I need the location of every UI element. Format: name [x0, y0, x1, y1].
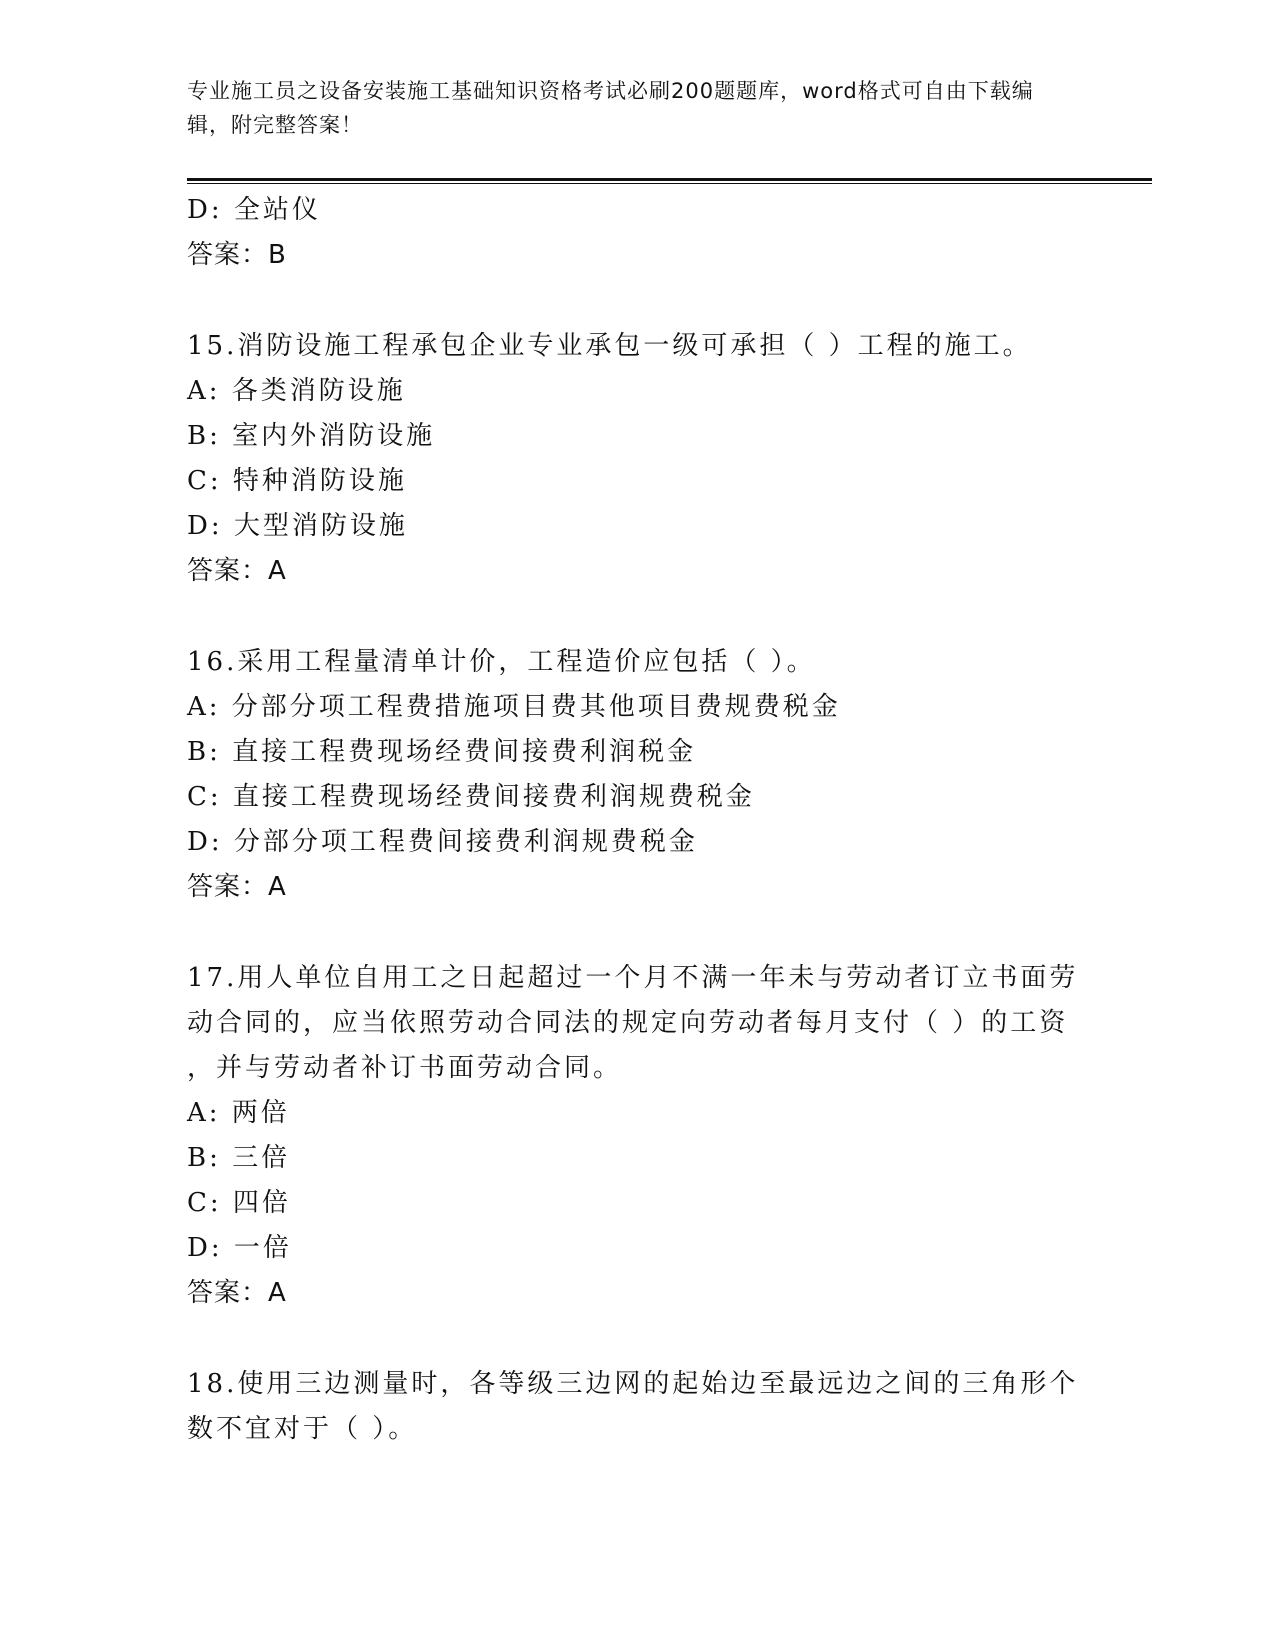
question-15-option-d: D: 大型消防设施 — [187, 511, 408, 541]
prev-option-d: D: 全站仪 — [187, 195, 321, 225]
page-header: 专业施工员之设备安装施工基础知识资格考试必刷200题题库，word格式可自由下载编辑，附完整答案！ — [187, 79, 1034, 137]
question-15-option-b: B: 室内外消防设施 — [187, 421, 436, 451]
question-17-stem-line-1: 17.用人单位自用工之日起超过一个月不满一年未与劳动者订立书面劳 — [187, 963, 1079, 993]
question-17-option-b: B: 三倍 — [187, 1143, 291, 1173]
question-17-option-d: D: 一倍 — [187, 1233, 292, 1263]
question-17-option-a: A: 两倍 — [187, 1098, 290, 1128]
prev-answer: 答案：B — [187, 240, 287, 270]
question-15-stem: 15.消防设施工程承包企业专业承包一级可承担（ ）工程的施工。 — [187, 331, 1032, 361]
question-17-option-c: C: 四倍 — [187, 1188, 291, 1218]
header-rule-thin — [187, 183, 1152, 184]
question-15-answer: 答案：A — [187, 556, 287, 586]
question-18-stem-line-1: 18.使用三边测量时，各等级三边网的起始边至最远边之间的三角形个 — [187, 1369, 1079, 1399]
question-18-stem-line-2: 数不宜对于（ ）。 — [187, 1414, 418, 1444]
question-content — [187, 188, 1077, 1452]
question-16-option-c: C: 直接工程费现场经费间接费利润规费税金 — [187, 782, 755, 812]
question-15-option-a: A: 各类消防设施 — [187, 376, 406, 406]
question-16-stem: 16.采用工程量清单计价，工程造价应包括（ ）。 — [187, 647, 816, 677]
question-16-option-a: A: 分部分项工程费措施项目费其他项目费规费税金 — [187, 692, 841, 722]
question-17-stem-line-2: 动合同的，应当依照劳动合同法的规定向劳动者每月支付（ ）的工资 — [187, 1008, 1069, 1038]
header-rule-thick — [187, 178, 1152, 181]
question-17-answer: 答案：A — [187, 1278, 287, 1308]
question-16-option-d: D: 分部分项工程费间接费利润规费税金 — [187, 827, 698, 857]
question-16-answer: 答案：A — [187, 872, 287, 902]
question-17-stem-line-3: ，并与劳动者补订书面劳动合同。 — [187, 1053, 623, 1083]
question-15-option-c: C: 特种消防设施 — [187, 466, 407, 496]
question-16-option-b: B: 直接工程费现场经费间接费利润税金 — [187, 737, 697, 767]
